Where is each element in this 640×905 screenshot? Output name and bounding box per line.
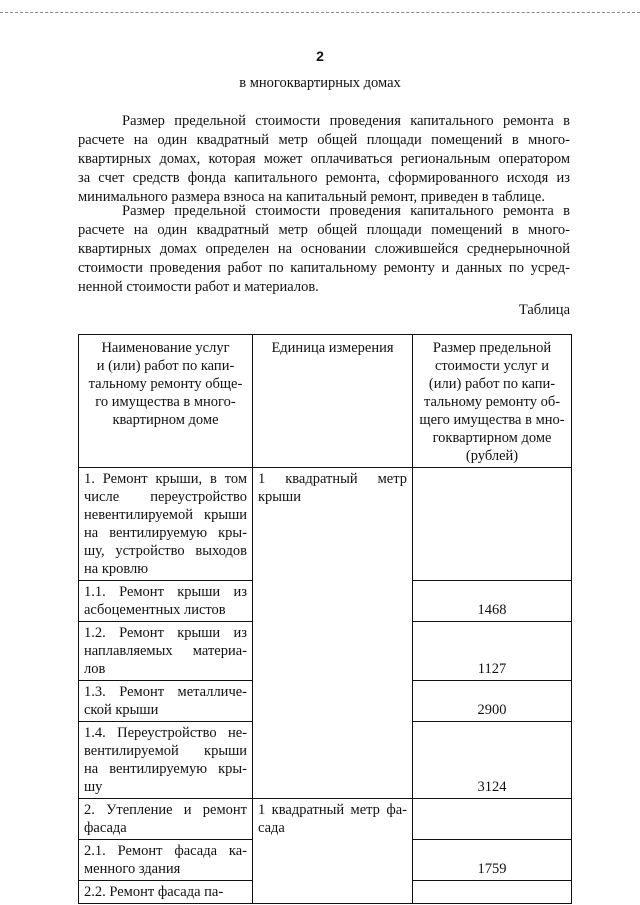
row-price (413, 881, 572, 904)
cell-line: на вентилируемую кры- (84, 761, 247, 777)
header-line: (или) работ по капи- (428, 376, 556, 392)
paragraph-line: Размер предельной стоимости проведения капитального ремонта в (122, 113, 570, 129)
cell-line: лов (84, 661, 106, 677)
header-line: гоквартирном доме (432, 430, 552, 446)
header-line: квартирном доме (112, 412, 219, 428)
paragraph-line: за счет средств фонда капитального ремонта, сформированного исходя из (78, 170, 570, 186)
header-price (413, 335, 572, 468)
paragraph-line: квартирных домах определен на основании сложившейся среднерыночной (78, 241, 570, 257)
table-header-row (79, 335, 572, 468)
cell-line: шу, устройство выходов (84, 543, 247, 559)
cell-line: 2.1. Ремонт фасада ка- (84, 843, 247, 859)
row-price: 1127 (413, 622, 572, 681)
row-name (79, 799, 253, 840)
cell-line: ской крыши (84, 702, 159, 718)
row-price (413, 799, 572, 840)
paragraph-line: расчете на один квадратный метр общей площади помещений в много- (78, 222, 570, 238)
header-name (79, 335, 253, 468)
header-line: (рублей) (465, 448, 519, 464)
cell-line: числе переустройство (84, 489, 247, 505)
cell-line: сада (258, 820, 285, 836)
row-unit-facade (253, 799, 413, 904)
cell-line: наплавляемых материа- (84, 643, 247, 659)
heading-continuation: в многоквартирных домах (239, 75, 401, 91)
row-price: 1468 (413, 581, 572, 622)
cell-line: 1. Ремонт крыши, в том (84, 471, 247, 487)
cell-line: 2.2. Ремонт фасада па- (84, 884, 224, 900)
page-number: 2 (316, 48, 324, 64)
row-price (413, 468, 572, 581)
table-caption: Таблица (518, 302, 570, 318)
cell-line: 1.1. Ремонт крыши из (84, 584, 247, 600)
header-line: тальному ремонту обще- (88, 376, 243, 392)
row-name (79, 722, 253, 799)
row-name (79, 581, 253, 622)
cell-line: асбоцементных листов (84, 602, 226, 618)
table-row (79, 799, 572, 840)
row-name (79, 840, 253, 881)
cell-line: менного здания (84, 861, 181, 877)
header-line: Единица измерения (271, 340, 394, 356)
header-line: щего имущества в мно- (419, 412, 565, 428)
paragraph-line: минимального размера взноса на капитальный ремонт, приведен в таблице. (78, 189, 545, 205)
cell-line: на вентилируемую кры- (84, 525, 247, 541)
row-name (79, 622, 253, 681)
cell-line: вентилируемой крыши (84, 743, 247, 759)
row-price: 1759 (413, 840, 572, 881)
scan-edge-line (0, 12, 640, 13)
cell-line: невентилируемой крыши (84, 507, 247, 523)
paragraph-line: стоимости проведения работ по капитальному ремонту и данных по усред- (78, 260, 570, 276)
paragraph-line: ненной стоимости работ и материалов. (78, 279, 319, 295)
row-price: 3124 (413, 722, 572, 799)
cell-line: 1.3. Ремонт металличе- (84, 684, 247, 700)
cell-line: 1 квадратный метр (258, 471, 407, 487)
row-price: 2900 (413, 681, 572, 722)
cell-line: 2. Утепление и ремонт (84, 802, 247, 818)
paragraph-line: расчете на один квадратный метр общей площади помещений в много- (78, 132, 570, 148)
table-row (79, 468, 572, 581)
cell-line: 1.4. Переустройство не- (84, 725, 247, 741)
header-line: го имущества в много- (95, 394, 236, 410)
cost-table (78, 334, 572, 904)
cell-line: 1 квадратный метр фа- (258, 802, 407, 818)
paragraph-2 (78, 202, 570, 297)
paragraph-line: квартирных домах, которая может оплачиваться региональным оператором (78, 151, 570, 167)
cell-line: 1.2. Ремонт крыши из (84, 625, 247, 641)
paragraph-line: Размер предельной стоимости проведения капитального ремонта в (122, 203, 570, 219)
header-line: и (или) работ по капи- (96, 358, 235, 374)
paragraph-1 (78, 112, 570, 207)
row-unit-roof (253, 468, 413, 799)
row-name (79, 468, 253, 581)
cell-line: крыши (258, 489, 301, 505)
header-line: тальному ремонту об- (423, 394, 561, 410)
cell-line: на кровлю (84, 561, 149, 577)
header-line: стоимости услуг и (434, 358, 550, 374)
cell-line: фасада (84, 820, 127, 836)
row-name (79, 881, 253, 904)
header-line: Наименование услуг (101, 340, 230, 356)
header-line: Размер предельной (432, 340, 552, 356)
cell-line: шу (84, 779, 103, 795)
header-unit (253, 335, 413, 468)
row-name (79, 681, 253, 722)
